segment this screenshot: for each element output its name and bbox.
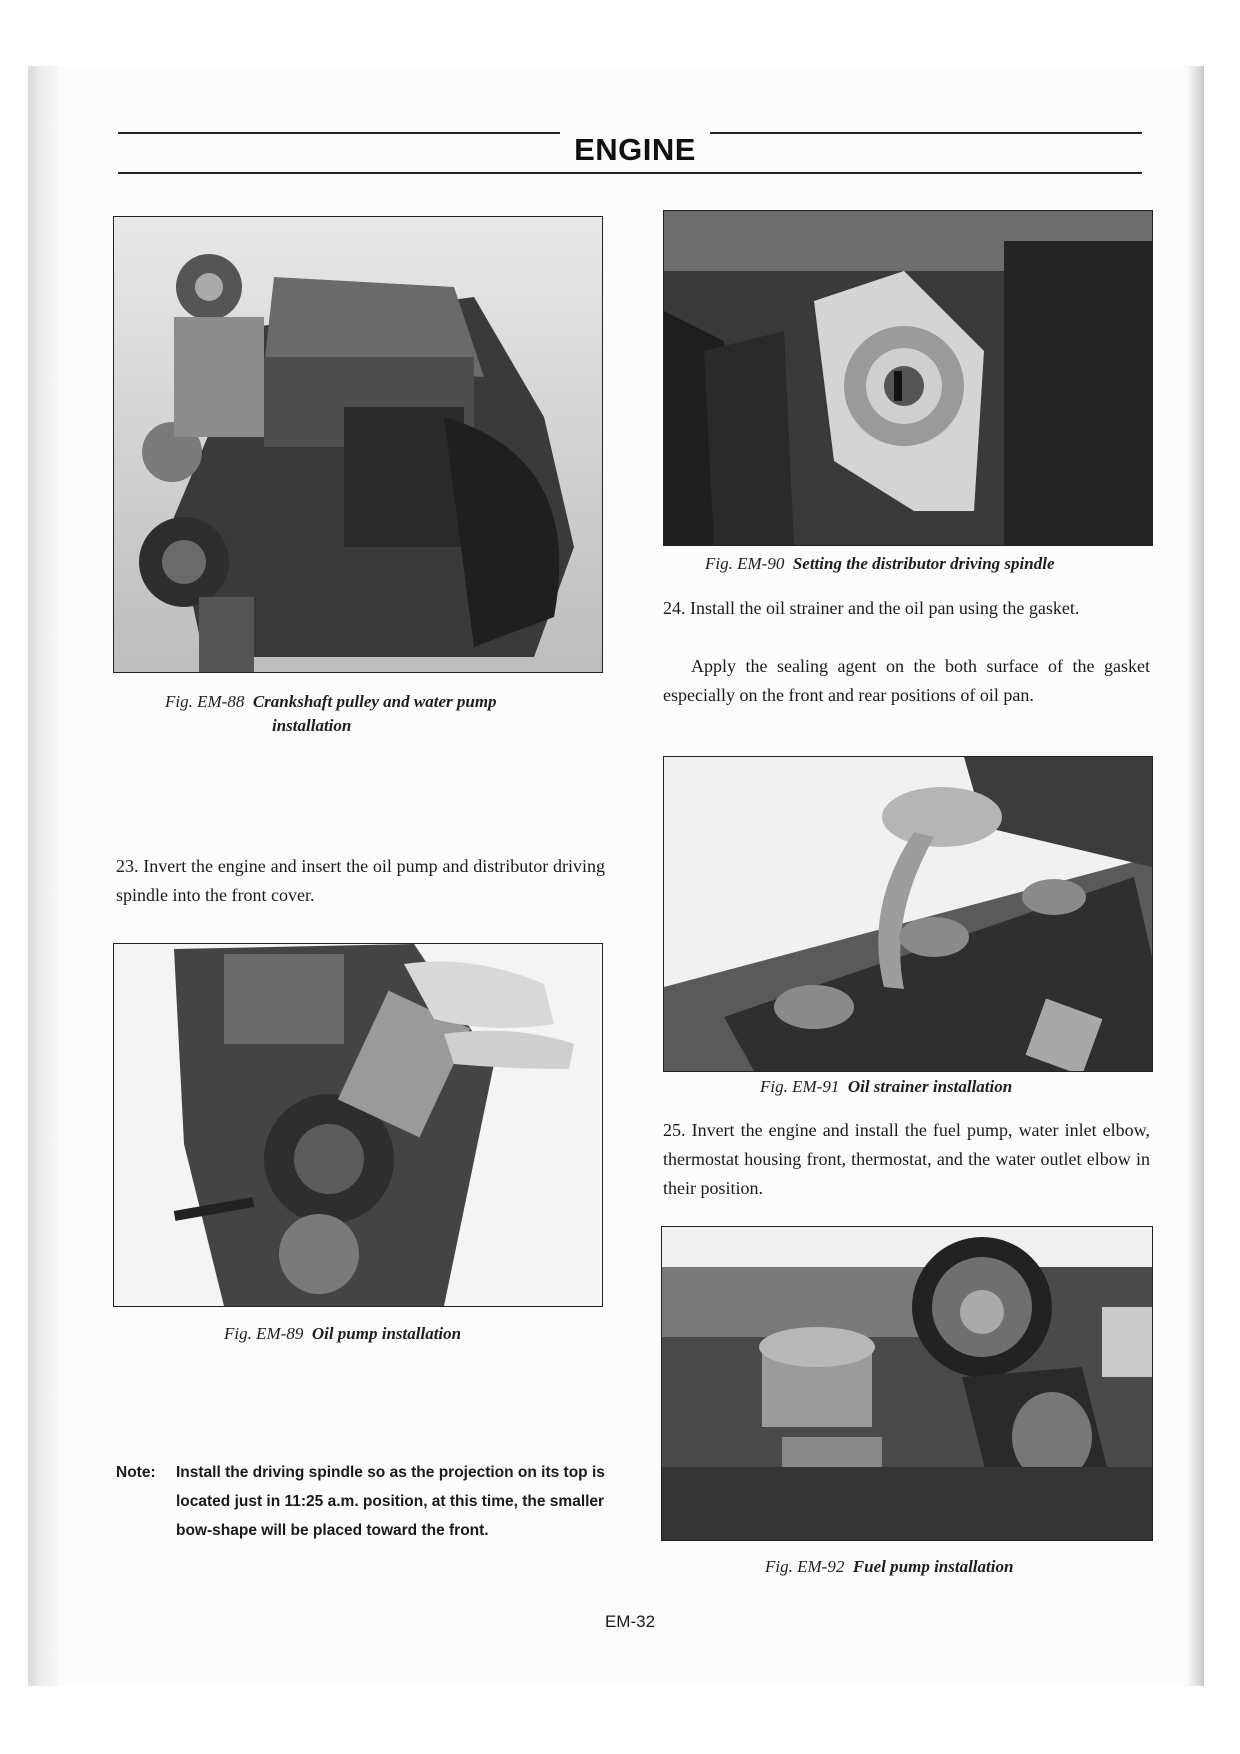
caption-em88-number: Fig. EM-88 <box>165 692 245 711</box>
step-25: 25. Invert the engine and install the fuel pump, water inlet elbow, thermostat housing front, thermostat, and the water outlet elbow in their position. <box>663 1120 1150 1198</box>
scan-edge-right <box>1188 66 1204 1686</box>
scan-edge-left <box>28 66 58 1686</box>
caption-em91-title: Oil strainer installation <box>847 1077 1013 1096</box>
caption-em88-title: Crankshaft pulley and water pump <box>252 692 497 711</box>
caption-em92-title: Fuel pump installation <box>852 1557 1014 1576</box>
step-24: 24. Install the oil strainer and the oil pan using the gasket. <box>663 598 1080 618</box>
caption-em92-number: Fig. EM-92 <box>765 1557 845 1576</box>
figure-em92-photo <box>661 1226 1153 1541</box>
header-rule-bottom <box>118 172 1142 174</box>
caption-em90 <box>705 552 1145 576</box>
caption-em91 <box>760 1075 1140 1099</box>
caption-em89-title: Oil pump installation <box>311 1324 462 1343</box>
note-label: Note: <box>116 1464 156 1481</box>
caption-em88-title-cont: installation <box>272 716 352 735</box>
caption-em91-number: Fig. EM-91 <box>760 1077 840 1096</box>
figure-em88-photo <box>113 216 603 673</box>
page-number: EM-32 <box>604 1612 656 1631</box>
caption-em90-number: Fig. EM-90 <box>705 554 785 573</box>
caption-em89-number: Fig. EM-89 <box>224 1324 304 1343</box>
figure-em89-photo <box>113 943 603 1307</box>
caption-em88-cont <box>272 714 472 738</box>
note-text: Install the driving spindle so as the projection on its top is located just in 11:25 a.m. position, at this time, the smaller bow-shape will be placed toward the front. <box>176 1464 605 1539</box>
step-24-note: Apply the sealing agent on the both surface of the gasket especially on the front and rear positions of oil pan. <box>663 656 1150 705</box>
step-23: 23. Invert the engine and insert the oil pump and distributor driving spindle into the front cover. <box>116 856 605 905</box>
caption-em92 <box>765 1555 1145 1579</box>
caption-em90-title: Setting the distributor driving spindle <box>792 554 1055 573</box>
caption-em88 <box>165 690 595 714</box>
caption-em89 <box>224 1322 584 1346</box>
figure-em90-photo <box>663 210 1153 546</box>
page-title: ENGINE <box>560 132 710 172</box>
figure-em91-photo <box>663 756 1153 1072</box>
